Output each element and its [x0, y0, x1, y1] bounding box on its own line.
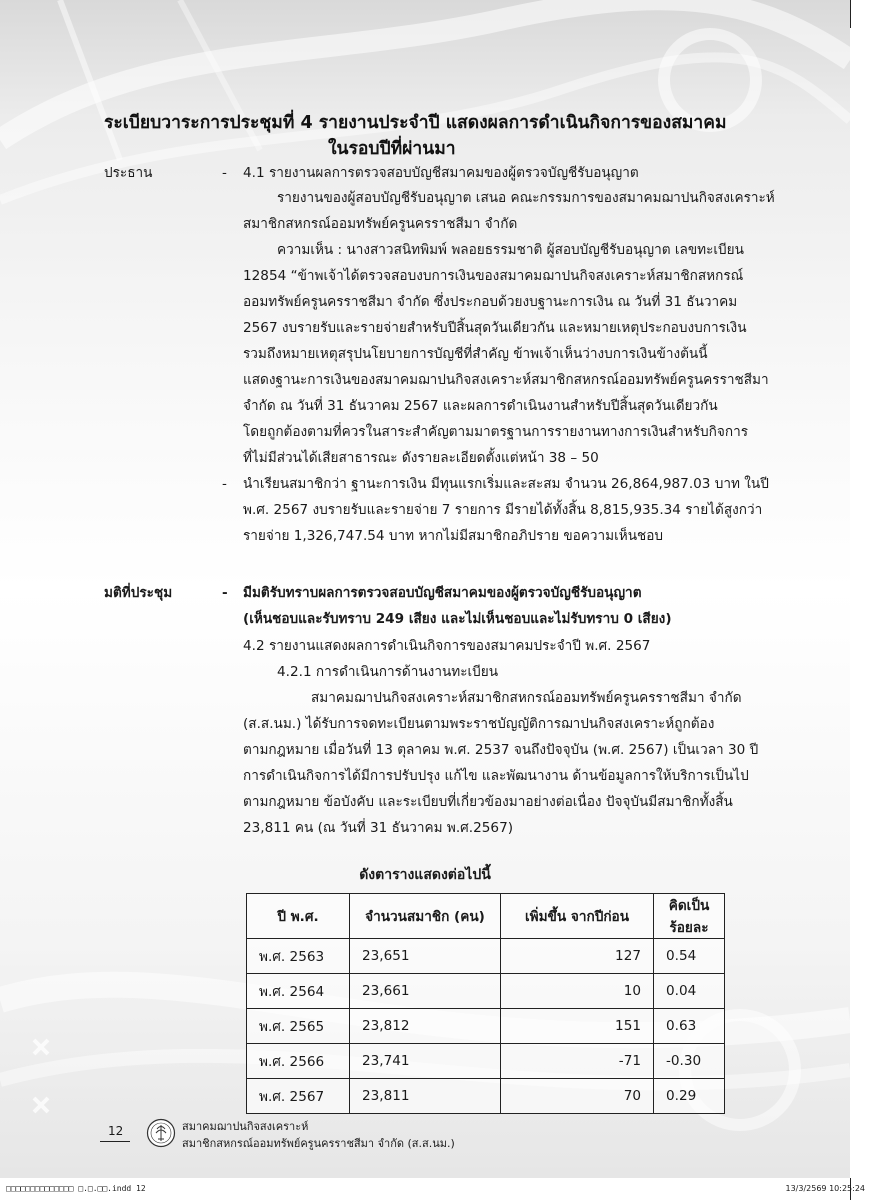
table-caption: ดังตารางแสดงต่อไปนี้ — [359, 867, 491, 883]
footer-org-line2: สมาชิกสหกรณ์ออมทรัพย์ครูนครราชสีมา จำกัด (ส.ส.นม.) — [182, 1137, 455, 1150]
audit-text-line: 12854 “ข้าพเจ้าได้ตรวจสอบงบการเงินของสมาคมฌาปนกิจสงเคราะห์สมาชิกสหกรณ์ — [243, 268, 744, 284]
speaker-label: ประธาน — [104, 165, 153, 181]
column-header-percent: คิดเป็นร้อยละ — [654, 894, 725, 939]
cell-members: 23,811 — [350, 1079, 501, 1114]
cell-members: 23,812 — [350, 1009, 501, 1044]
table-row — [247, 1044, 725, 1079]
cell-year: พ.ศ. 2564 — [247, 974, 350, 1009]
column-header-increase: เพิ่มขึ้น จากปีก่อน — [501, 894, 654, 939]
section-heading-4-2: 4.2 รายงานแสดงผลการดำเนินกิจการของสมาคมประจำปี พ.ศ. 2567 — [243, 638, 651, 654]
table-row — [247, 1079, 725, 1114]
print-slug-datetime: 13/3/2569 10:25:24 — [785, 1184, 865, 1193]
cell-members: 23,741 — [350, 1044, 501, 1079]
cell-increase: 127 — [501, 939, 654, 974]
cell-percent: 0.29 — [654, 1079, 725, 1114]
cell-increase: 151 — [501, 1009, 654, 1044]
audit-text-line: สมาชิกสหกรณ์ออมทรัพย์ครูนครราชสีมา จำกัด — [243, 216, 518, 232]
cell-increase: 70 — [501, 1079, 654, 1114]
cell-members: 23,661 — [350, 974, 501, 1009]
resolution-text-line1: มีมติรับทราบผลการตรวจสอบบัญชีสมาคมของผู้ตรวจบัญชีรับอนุญาต — [243, 585, 642, 601]
registration-text-line: ตามกฎหมาย ข้อบังคับ และระเบียบที่เกี่ยวข้องมาอย่างต่อเนื่อง ปัจจุบันมีสมาชิกทั้งสิ้น — [243, 794, 733, 810]
crop-mark — [850, 0, 851, 28]
page-number: 12 — [108, 1124, 124, 1138]
cell-increase: -71 — [501, 1044, 654, 1079]
registration-text-line: ตามกฎหมาย เมื่อวันที่ 13 ตุลาคม พ.ศ. 2537 จนถึงปัจจุบัน (พ.ศ. 2567) เป็นเวลา 30 ปี — [243, 742, 759, 758]
resolution-text-line2: (เห็นชอบและรับทราบ 249 เสียง และไม่เห็นชอบและไม่รับทราบ 0 เสียง) — [243, 611, 672, 627]
audit-text-line: ที่ไม่มีส่วนได้เสียสาธารณะ ดังรายละเอียดตั้งแต่หน้า 38 – 50 — [243, 450, 599, 466]
finance-text-line: นำเรียนสมาชิกว่า ฐานะการเงิน มีทุนแรกเริ่มและสะสม จำนวน 26,864,987.03 บาท ในปี — [243, 476, 769, 492]
subsection-heading-4-2-1: 4.2.1 การดำเนินการด้านงานทะเบียน — [277, 664, 499, 680]
table-row — [247, 1009, 725, 1044]
column-header-year: ปี พ.ศ. — [247, 894, 350, 939]
resolution-label: มติที่ประชุม — [104, 585, 173, 601]
member-table — [246, 893, 725, 1114]
agenda-title-line2: ในรอบปีที่ผ่านมา — [328, 139, 456, 159]
registration-text-line: 23,811 คน (ณ วันที่ 31 ธันวาคม พ.ศ.2567) — [243, 820, 514, 836]
cell-percent: 0.63 — [654, 1009, 725, 1044]
print-slug-file: □□□□□□□□□□□□□□ □.□.□□.indd 12 — [6, 1184, 146, 1193]
audit-text-line: จำกัด ณ วันที่ 31 ธันวาคม 2567 และผลการดำเนินงานสำหรับปีสิ้นสุดวันเดียวกัน — [243, 398, 718, 414]
bullet-dash: - — [222, 476, 227, 492]
cell-year: พ.ศ. 2566 — [247, 1044, 350, 1079]
cell-percent: 0.04 — [654, 974, 725, 1009]
cell-increase: 10 — [501, 974, 654, 1009]
audit-text-line: รายงานของผู้สอบบัญชีรับอนุญาต เสนอ คณะกรรมการของสมาคมฌาปนกิจสงเคราะห์ — [277, 190, 775, 206]
cell-percent: 0.54 — [654, 939, 725, 974]
cell-members: 23,651 — [350, 939, 501, 974]
cell-percent: -0.30 — [654, 1044, 725, 1079]
audit-text-line: รวมถึงหมายเหตุสรุปนโยบายการบัญชีที่สำคัญ ข้าพเจ้าเห็นว่างบการเงินข้างต้นนี้ — [243, 346, 708, 362]
audit-text-line: 2567 งบรายรับและรายจ่ายสำหรับปีสิ้นสุดวันเดียวกัน และหมายเหตุประกอบงบการเงิน — [243, 320, 747, 336]
association-logo-icon — [146, 1118, 176, 1148]
resolution-dash: - — [222, 585, 228, 601]
column-header-members: จำนวนสมาชิก (คน) — [350, 894, 501, 939]
audit-text-line: ออมทรัพย์ครูนครราชสีมา จำกัด ซึ่งประกอบด้วยงบฐานะการเงิน ณ วันที่ 31 ธันวาคม — [243, 294, 738, 310]
section-heading-4-1: 4.1 รายงานผลการตรวจสอบบัญชีสมาคมของผู้ตรวจบัญชีรับอนุญาต — [243, 165, 639, 181]
finance-text-line: รายจ่าย 1,326,747.54 บาท หากไม่มีสมาชิกอภิปราย ขอความเห็นชอบ — [243, 528, 664, 544]
cell-year: พ.ศ. 2567 — [247, 1079, 350, 1114]
registration-text-line: (ส.ส.นม.) ได้รับการจดทะเบียนตามพระราชบัญญัติการฌาปนกิจสงเคราะห์ถูกต้อง — [243, 716, 715, 732]
audit-text-line: ความเห็น : นางสาวสนิทพิมพ์ พลอยธรรมชาติ ผู้สอบบัญชีรับอนุญาต เลขทะเบียน — [277, 242, 744, 258]
audit-text-line: แสดงฐานะการเงินของสมาคมฌาปนกิจสงเคราะห์สมาชิกสหกรณ์ออมทรัพย์ครูนครราชสีมา — [243, 372, 769, 388]
registration-text-line: สมาคมฌาปนกิจสงเคราะห์สมาชิกสหกรณ์ออมทรัพย์ครูนครราชสีมา จำกัด — [311, 690, 742, 706]
cell-year: พ.ศ. 2565 — [247, 1009, 350, 1044]
speaker-dash: - — [222, 165, 227, 181]
table-row — [247, 974, 725, 1009]
finance-text-line: พ.ศ. 2567 งบรายรับและรายจ่าย 7 รายการ มีรายได้ทั้งสิ้น 8,815,935.34 รายได้สูงกว่า — [243, 502, 763, 518]
page-number-underline — [100, 1141, 130, 1142]
agenda-title-line1: ระเบียบวาระการประชุมที่ 4 รายงานประจำปี แสดงผลการดำเนินกิจการของสมาคม — [104, 113, 727, 133]
registration-text-line: การดำเนินกิจการได้มีการปรับปรุง แก้ไข และพัฒนางาน ด้านข้อมูลการให้บริการเป็นไป — [243, 768, 749, 784]
table-header-row — [247, 894, 725, 939]
table-row — [247, 939, 725, 974]
cell-year: พ.ศ. 2563 — [247, 939, 350, 974]
footer-org-line1: สมาคมฌาปนกิจสงเคราะห์ — [182, 1120, 309, 1133]
audit-text-line: โดยถูกต้องตามที่ควรในสาระสำคัญตามมาตรฐานการรายงานทางการเงินสำหรับกิจการ — [243, 424, 749, 440]
